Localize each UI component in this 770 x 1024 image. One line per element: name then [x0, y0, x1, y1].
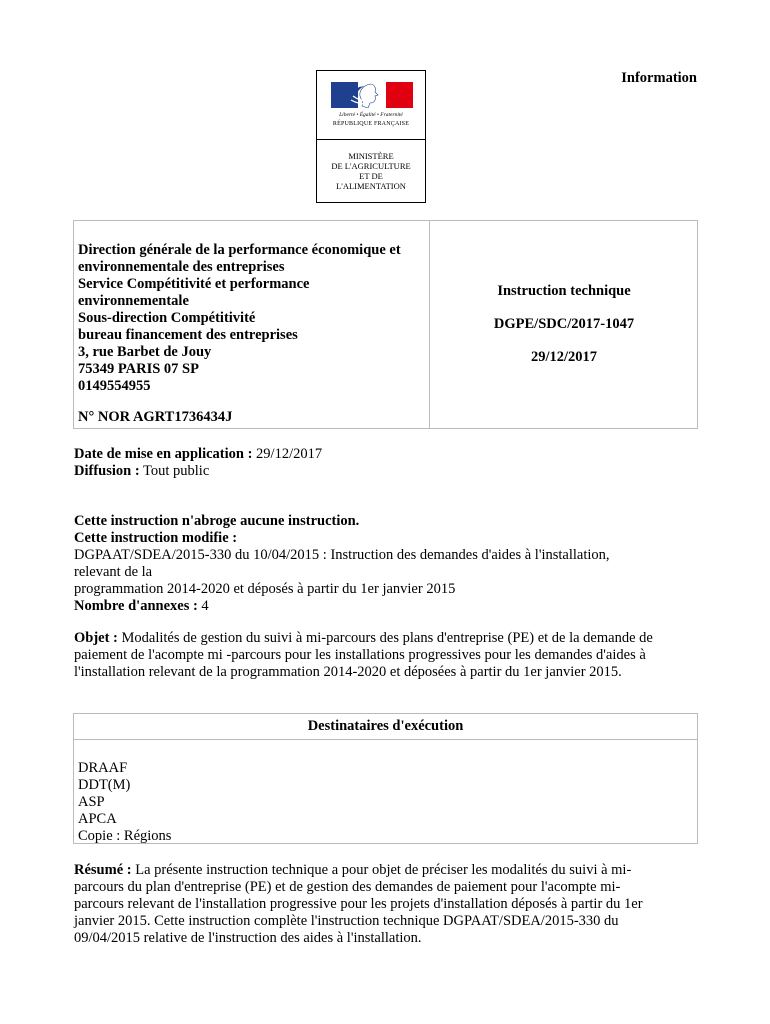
- ministry-line: DE L'AGRICULTURE: [331, 161, 411, 171]
- address-line: Service Compétitivité et performance: [78, 276, 310, 292]
- document-type: Instruction technique: [497, 283, 631, 299]
- recipients-title: Destinataires d'exécution: [74, 714, 697, 740]
- address-line: Sous-direction Compétitivité: [78, 310, 256, 326]
- objet-line: [74, 630, 699, 647]
- ministry-line: L'ALIMENTATION: [336, 181, 406, 191]
- recipient-item: Copie : Régions: [78, 828, 172, 844]
- marianne-icon: [345, 82, 391, 108]
- annexes-label: Nombre d'annexes :: [74, 598, 198, 614]
- application-date-label: Date de mise en application :: [74, 446, 253, 462]
- ministry-name: [317, 151, 425, 191]
- address-line: 3, rue Barbet de Jouy: [78, 344, 212, 360]
- diffusion: [74, 463, 699, 480]
- recipient-item: ASP: [78, 794, 105, 810]
- ministry-line: ET DE: [359, 171, 383, 181]
- resume-line: janvier 2015. Cette instruction complète l'instruction technique DGPAAT/SDEA/2015-330 du: [74, 913, 619, 929]
- application-info: [74, 446, 699, 480]
- modifie-label: Cette instruction modifie :: [74, 530, 238, 546]
- address-table: [73, 220, 698, 429]
- application-date: [74, 446, 699, 463]
- recipient-item: DDT(M): [78, 777, 131, 793]
- objet-paragraph: [74, 630, 699, 681]
- ministry-line: MINISTÈRE: [348, 151, 394, 161]
- modifie-line: relevant de la: [74, 564, 153, 580]
- reference-number: DGPE/SDC/2017-1047: [493, 316, 635, 332]
- objet-line: l'installation relevant de la programmation 2014-2020 et déposées à partir du 1er janvier 2015.: [74, 664, 622, 680]
- sender-address: [78, 242, 428, 395]
- recipients-table: [73, 713, 698, 844]
- recipient-item: APCA: [78, 811, 117, 827]
- annexes-count: [74, 598, 699, 615]
- address-line: environnementale: [78, 293, 189, 309]
- nor-number: N° NOR AGRT1736434J: [78, 409, 233, 425]
- document-date: 29/12/2017: [530, 349, 598, 365]
- address-line: bureau financement des entreprises: [78, 327, 298, 343]
- address-line: 0149554955: [78, 378, 151, 394]
- resume-label: Résumé :: [74, 862, 132, 878]
- objet-line: paiement de l'acompte mi -parcours pour les installations progressives pour les demandes d'aides à: [74, 647, 646, 663]
- resume-paragraph: [74, 862, 699, 947]
- republic-logo: [317, 71, 425, 140]
- resume-line: [74, 862, 699, 879]
- application-date-value: 29/12/2017: [252, 446, 323, 462]
- resume-line: parcours du plan d'entreprise (PE) et de gestion des demandes de paiement pour l'acompte mi-: [74, 879, 621, 895]
- recipients-list: [78, 760, 171, 845]
- modifie-line: DGPAAT/SDEA/2015-330 du 10/04/2015 : Instruction des demandes d'aides à l'installation,: [74, 547, 610, 563]
- diffusion-label: Diffusion :: [74, 463, 140, 479]
- modifie-line: programmation 2014-2020 et déposés à partir du 1er janvier 2015: [74, 581, 456, 597]
- republic-name: RÉPUBLIQUE FRANÇAISE: [332, 121, 410, 127]
- address-line: Direction générale de la performance économique et: [78, 242, 401, 258]
- resume-text: La présente instruction technique a pour objet de préciser les modalités du suivi à mi-: [131, 862, 632, 878]
- information-label: Information: [621, 70, 697, 86]
- marianne-flag-icon: [331, 82, 413, 108]
- address-line: environnementale des entreprises: [78, 259, 285, 275]
- recipient-item: DRAAF: [78, 760, 128, 776]
- objet-label: Objet :: [74, 630, 118, 646]
- diffusion-value: Tout public: [139, 463, 210, 479]
- address-line: 75349 PARIS 07 SP: [78, 361, 199, 377]
- annexes-value: 4: [197, 598, 209, 614]
- abroge-statement: Cette instruction n'abroge aucune instruction.: [74, 513, 360, 529]
- resume-line: 09/04/2015 relative de l'instruction des aides à l'installation.: [74, 930, 422, 946]
- republic-motto: Liberté • Égalité • Fraternité: [339, 112, 403, 118]
- resume-line: parcours relevant de l'installation progressive pour les projets d'installation déposés à partir du 1er: [74, 896, 643, 912]
- modification-info: [74, 513, 699, 615]
- instruction-reference: [430, 283, 698, 382]
- objet-text: Modalités de gestion du suivi à mi-parcours des plans d'entreprise (PE) et de la demande de: [117, 630, 653, 646]
- ministry-logo: [316, 70, 426, 203]
